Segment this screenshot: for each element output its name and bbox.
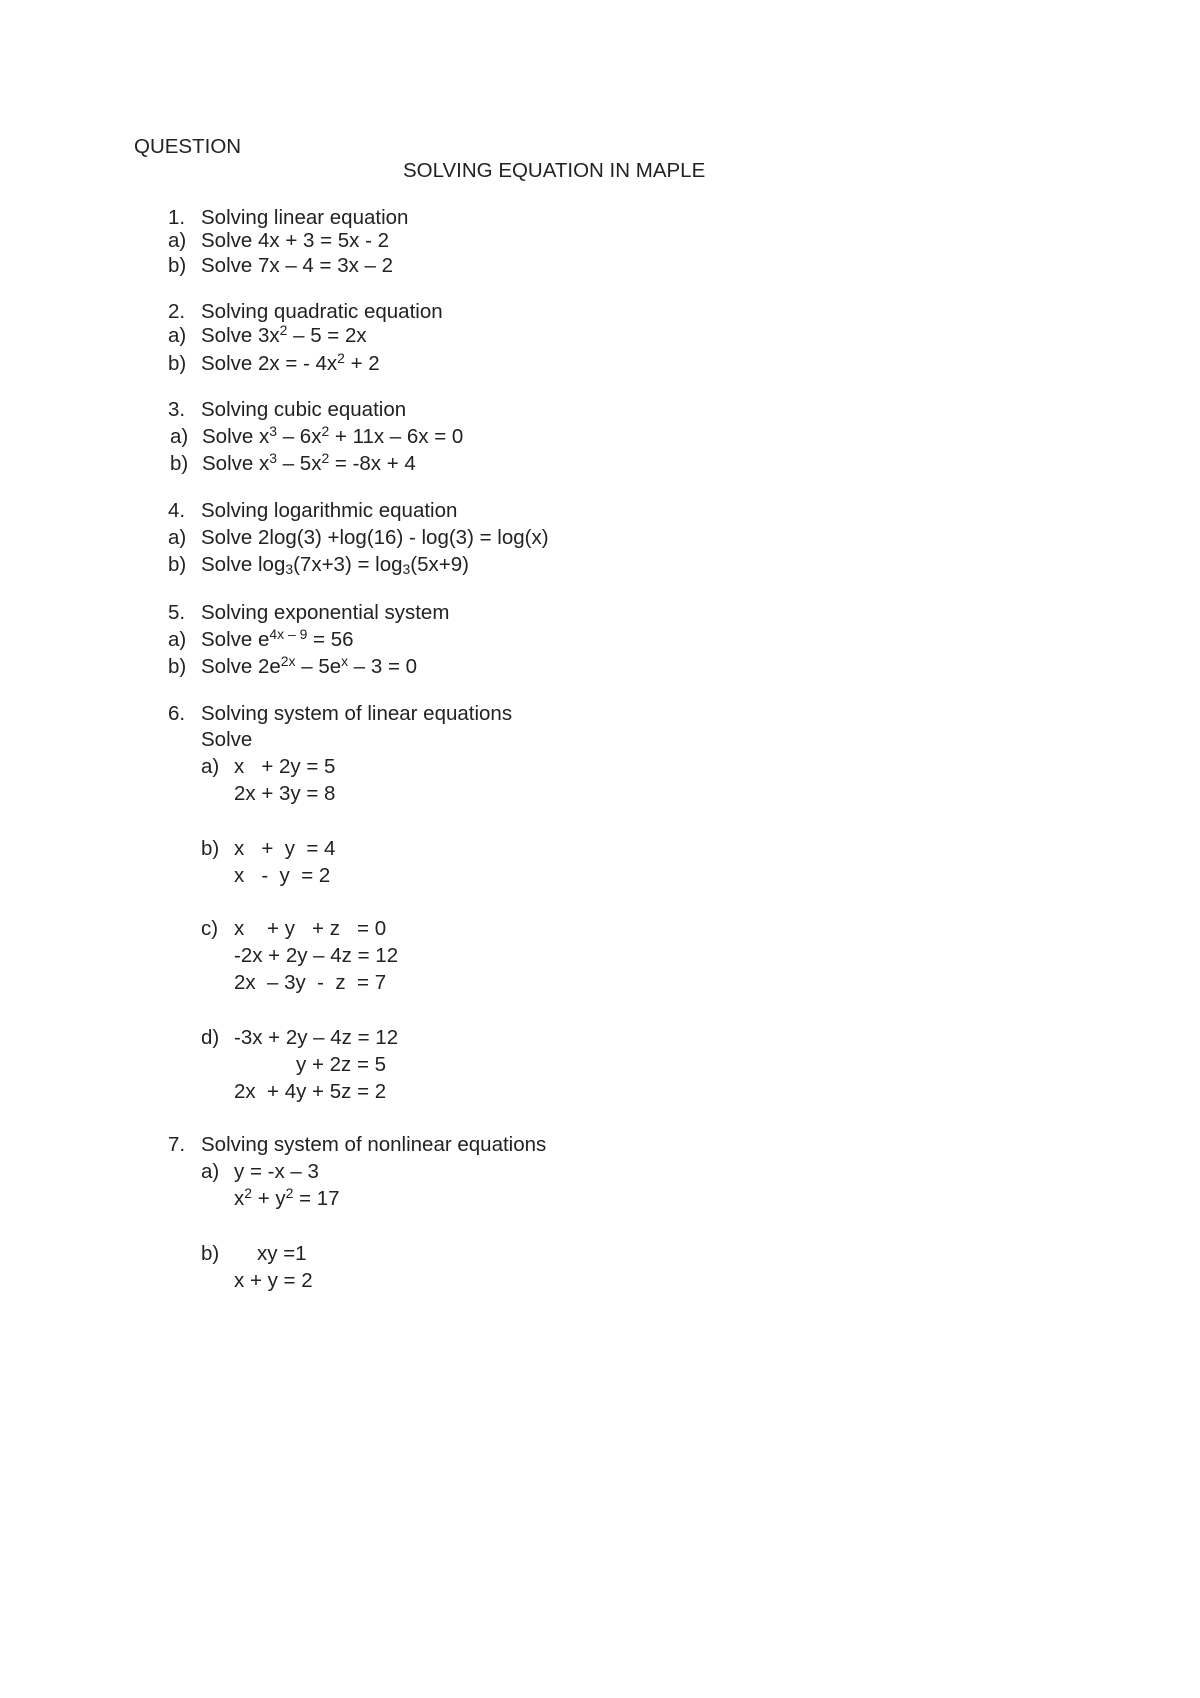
- section-heading: Solving exponential system: [201, 601, 450, 624]
- equation: Solve $\log_3(7x+3) = \log_3(5x+9)$: [201, 553, 469, 578]
- item-letter: a): [168, 526, 187, 549]
- equation: Solve 2log(3) +log(16) - log(3) = log(x): [201, 526, 549, 549]
- item-letter: a): [201, 755, 220, 778]
- equation-line: x - y = 2: [234, 864, 331, 887]
- equation: Solve $x^3 - 6x^2 + 11x - 6x = 0$: [202, 423, 464, 448]
- section-number: 4.: [168, 499, 186, 522]
- section-heading: Solving logarithmic equation: [201, 499, 458, 522]
- section-number: 3.: [168, 398, 186, 421]
- section-heading: Solving system of linear equations: [201, 702, 513, 725]
- equation: Solve $e^{4x - 9} = 56$: [201, 626, 354, 651]
- equation-line: y = -x – 3: [234, 1160, 319, 1183]
- item-letter: b): [201, 837, 220, 860]
- item-letter: b): [168, 352, 187, 375]
- section-intro: Solve: [201, 728, 253, 751]
- equation-line: y + 2z = 5: [296, 1053, 387, 1076]
- equation: Solve 7x – 4 = 3x – 2: [201, 254, 394, 277]
- item-letter: b): [168, 254, 187, 277]
- equation-line: $x^2 + y^2 = 17$: [234, 1185, 340, 1210]
- item-letter: a): [170, 425, 189, 448]
- equation-line: x + y = 4: [234, 837, 336, 860]
- equation-line: -3x + 2y – 4z = 12: [234, 1026, 399, 1049]
- item-letter: b): [168, 655, 187, 678]
- item-letter: a): [168, 229, 187, 252]
- item-letter: a): [168, 628, 187, 651]
- equation: Solve $2e^{2x} - 5e^x - 3 = 0$: [201, 653, 418, 678]
- section-heading: Solving quadratic equation: [201, 300, 443, 323]
- section-number: 7.: [168, 1133, 186, 1156]
- equation: Solve 4x + 3 = 5x - 2: [201, 229, 390, 252]
- section-number: 6.: [168, 702, 186, 725]
- item-letter: b): [170, 452, 189, 475]
- section-heading: Solving linear equation: [201, 206, 409, 229]
- equation-line: 2x + 4y + 5z = 2: [234, 1080, 387, 1103]
- item-letter: a): [201, 1160, 220, 1183]
- page-title: SOLVING EQUATION IN MAPLE: [403, 159, 706, 182]
- section-number: 5.: [168, 601, 186, 624]
- section-heading: Solving system of nonlinear equations: [201, 1133, 547, 1156]
- item-letter: d): [201, 1026, 220, 1049]
- section-number: 1.: [168, 206, 186, 229]
- equation: Solve $3x^2 - 5 = 2x$: [201, 322, 367, 347]
- equation-line: x + y + z = 0: [234, 917, 387, 940]
- equation: Solve 2x = - $4x^2 + 2$: [201, 350, 380, 375]
- equation: Solve $x^3 - 5x^2 = -8x + 4$: [202, 450, 416, 475]
- equation-line: xy =1: [257, 1242, 307, 1265]
- item-letter: c): [201, 917, 219, 940]
- section-heading: Solving cubic equation: [201, 398, 407, 421]
- item-letter: b): [201, 1242, 220, 1265]
- equation-line: x + 2y = 5: [234, 755, 336, 778]
- equation-line: 2x – 3y - z = 7: [234, 971, 387, 994]
- item-letter: a): [168, 324, 187, 347]
- equation-line: x + y = 2: [234, 1269, 313, 1292]
- equation-line: -2x + 2y – 4z = 12: [234, 944, 399, 967]
- question-label: QUESTION: [134, 135, 242, 158]
- equation-line: 2x + 3y = 8: [234, 782, 336, 805]
- section-number: 2.: [168, 300, 186, 323]
- item-letter: b): [168, 553, 187, 576]
